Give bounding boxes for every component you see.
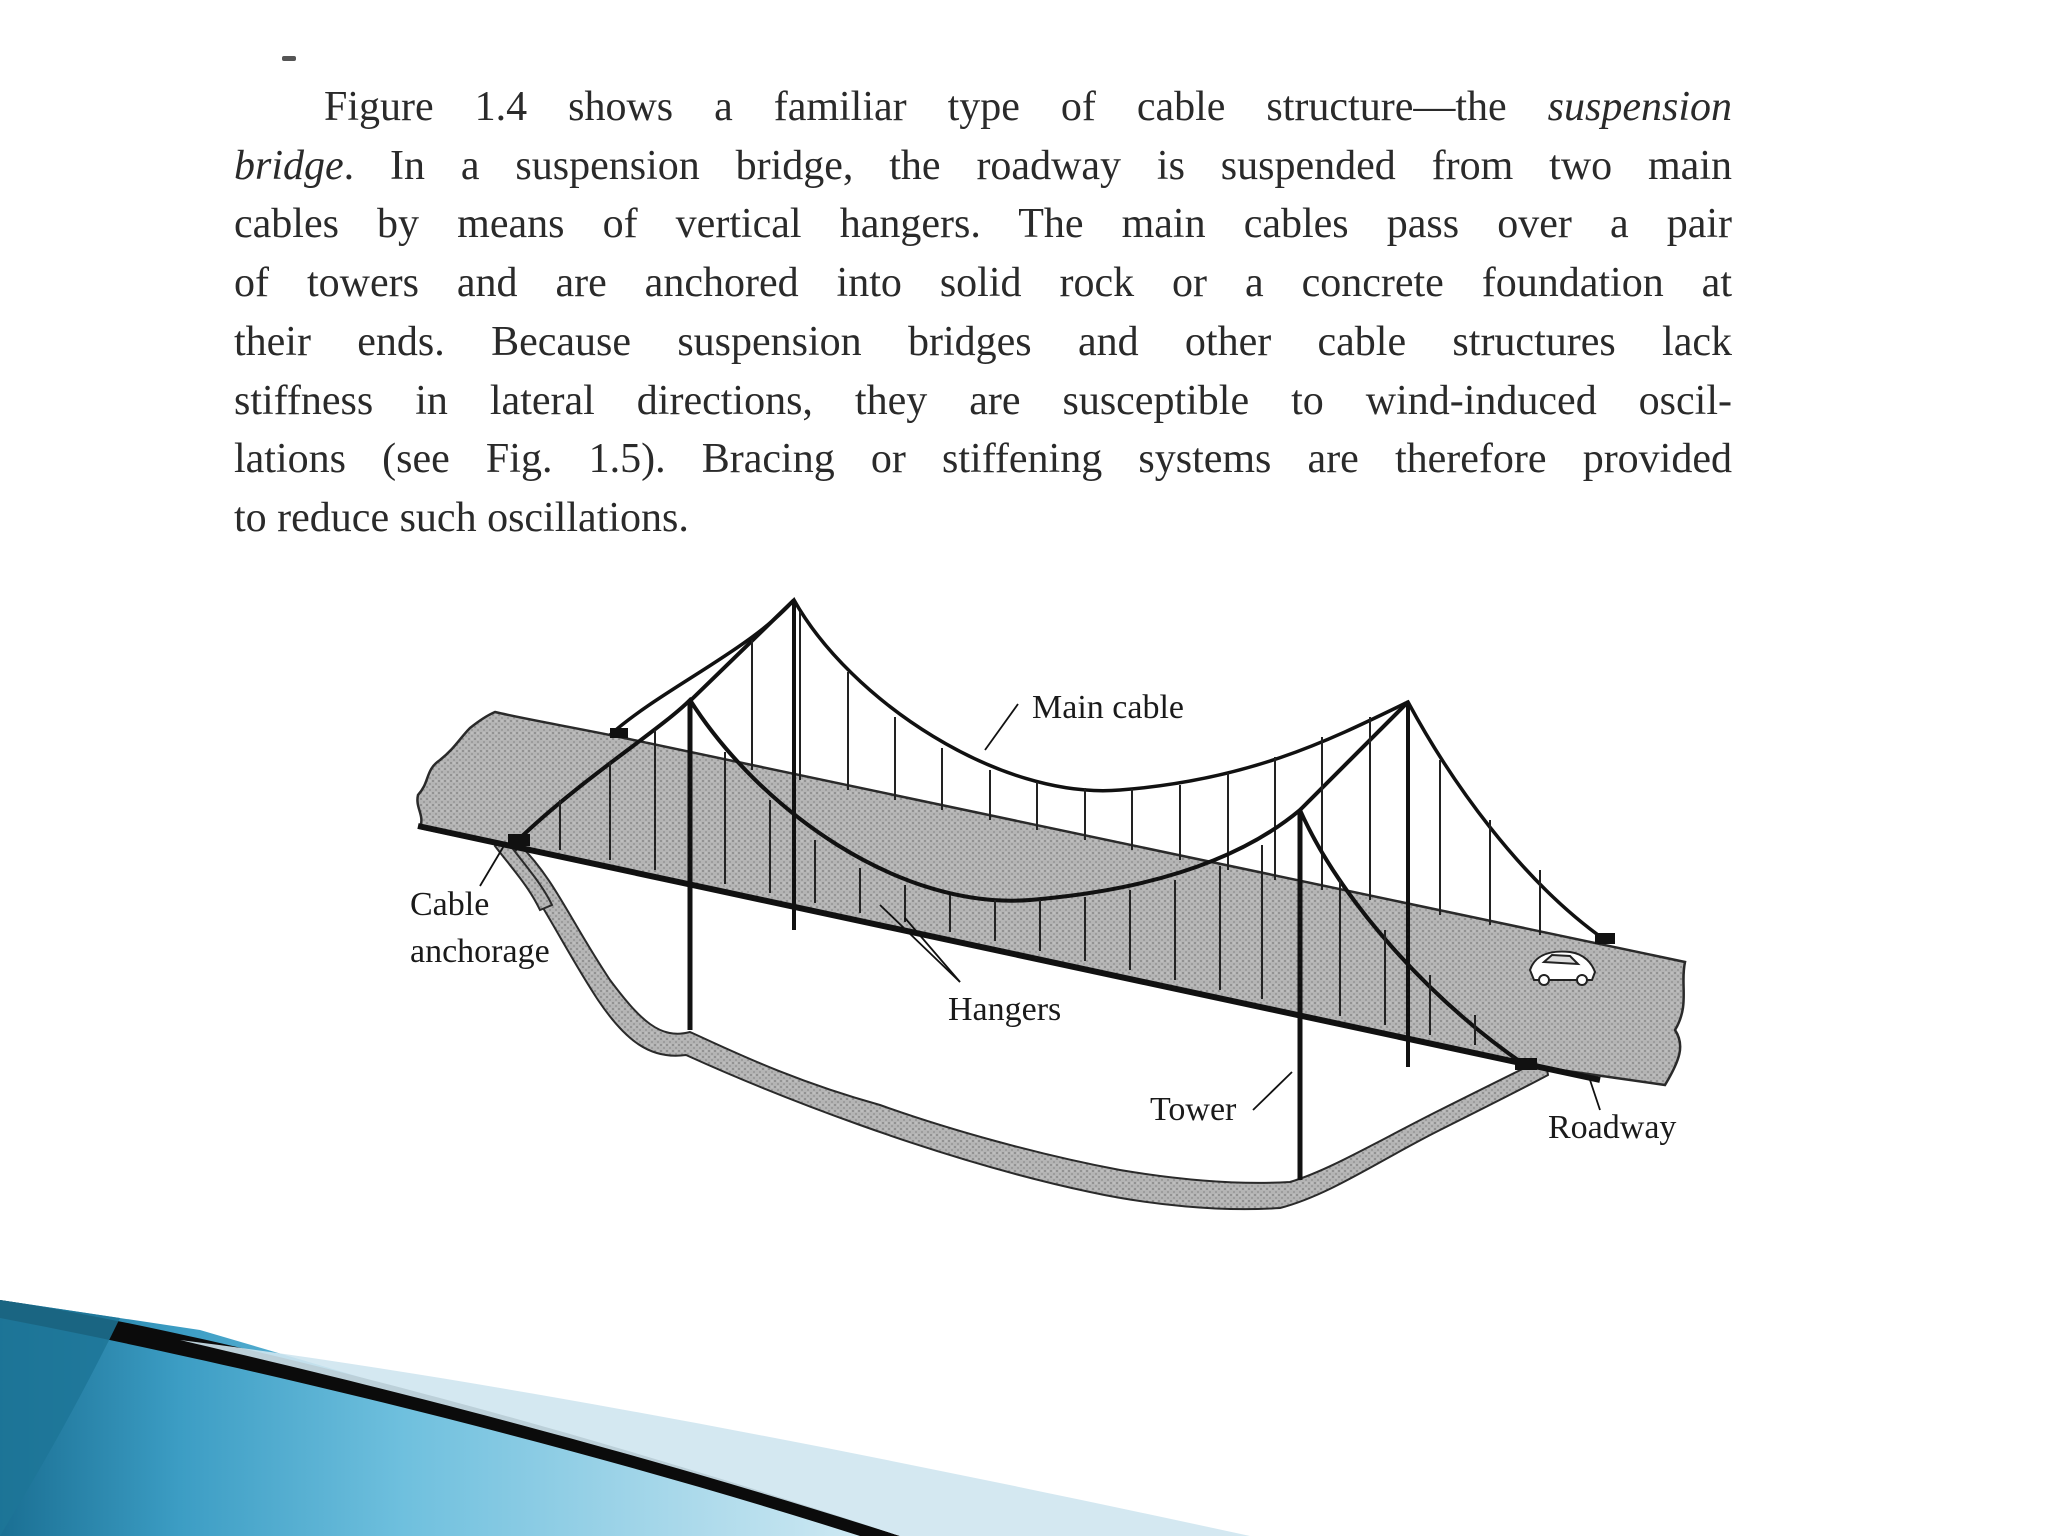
text-line: bridge. In a suspension bridge, the roadway is suspended from two main bbox=[234, 142, 1732, 189]
label-cable-anchorage-2: anchorage bbox=[410, 933, 550, 970]
text-line: cables by means of vertical hangers. The main cables pass over a pair bbox=[234, 201, 1732, 248]
label-main-cable: Main cable bbox=[1032, 689, 1184, 726]
label-tower: Tower bbox=[1150, 1091, 1237, 1128]
label-roadway: Roadway bbox=[1548, 1109, 1677, 1146]
text-line: lations (see Fig. 1.5). Bracing or stiffening systems are therefore provided bbox=[234, 436, 1732, 483]
text-line: to reduce such oscillations. bbox=[234, 494, 689, 541]
text-line: of towers and are anchored into solid rock or a concrete foundation at bbox=[234, 260, 1732, 307]
label-cable-anchorage-1: Cable bbox=[410, 886, 490, 923]
text-line: stiffness in lateral directions, they are susceptible to wind-induced oscil- bbox=[234, 377, 1732, 424]
text-line: Figure 1.4 shows a familiar type of cable structure—the suspension bbox=[324, 84, 1732, 130]
label-hangers: Hangers bbox=[948, 991, 1062, 1028]
text-line: their ends. Because suspension bridges and other cable structures lack bbox=[234, 318, 1732, 365]
